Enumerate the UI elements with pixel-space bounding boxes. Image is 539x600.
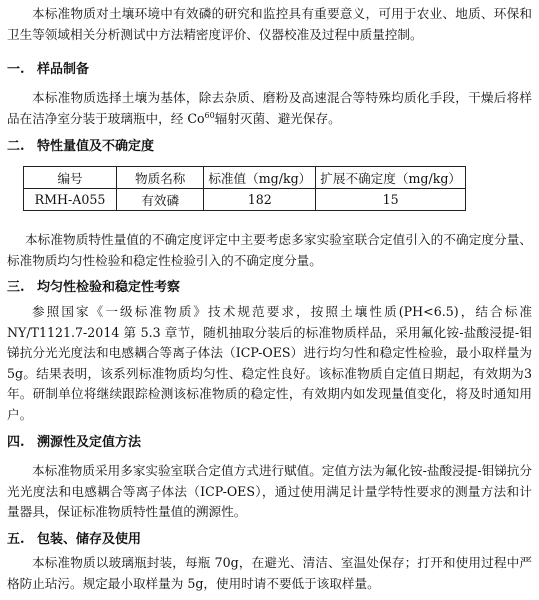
section-title: 特性量值及不确定度 [37,139,155,154]
section-number: 四. [7,435,25,450]
section-heading-packaging [7,531,141,549]
section-heading-preparation [7,61,89,79]
section-heading-homogeneity [7,279,180,297]
isotope-superscript: 60 [204,110,215,120]
section-title: 溯源性及定值方法 [37,435,142,450]
section-heading-values [7,138,154,156]
cell-uncertainty: 15 [316,189,466,211]
section-number: 三. [7,280,25,295]
section-title: 样品制备 [37,62,90,77]
uncertainty-paragraph: 本标准物质特性量值的不确定度评定中主要考虑多家实验室联合定值引入的不确定度分量、标准物质均匀性检验和稳定性检验引入的不确定度分量。 [7,232,532,268]
preparation-text: 本标准物质选择土壤为基体，除去杂质、磨粉及高速混合等特殊均质化手段，干燥后将样品在洁净室分装于玻璃瓶中，经 Co [7,90,532,126]
section-number: 二. [7,139,25,154]
preparation-text-end: 辐射灭菌、避光保存。 [214,110,341,126]
header-substance: 物质名称 [117,167,204,189]
homogeneity-paragraph: 参照国家《一级标准物质》技术规范要求，按照土壤性质(PH<6.5)，结合标准NY/T1121.7-2014 第 5.3 章节，随机抽取分装后的标准物质样品，采用氟化铵-盐酸浸提-钼锑抗分光光度法和电感耦合等离子体法（ICP-OES）进行均匀性和稳定性检验，最小取样量为5g。结果表明，该系列标准物质均匀性、稳定性良好。该标准物质自定值日期起，有效期为3 年。研制单位将继续跟踪检测该标准物质的稳定性，有效期内如发现量值变化，将及时通知用户。 [7,304,532,422]
packaging-paragraph: 本标准物质以玻璃瓶封装，每瓶 70g，在避光、清洁、室温处保存；打开和使用过程中严格防止玷污。规定最小取样量为 5g，使用时请不要低于该取样量。 [7,555,532,591]
preparation-paragraph [7,88,532,129]
cell-substance: 有效磷 [117,189,204,211]
table-row [24,189,466,211]
certified-value-table [23,166,466,211]
intro-paragraph: 本标准物质对土壤环境中有效磷的研究和监控具有重要意义，可用于农业、地质、环保和卫生等领域相关分析测试中方法精密度评价、仪器校准及过程中质量控制。 [7,6,532,42]
header-uncertainty: 扩展不确定度（mg/kg） [316,167,466,189]
table-header-row [24,167,466,189]
cell-standard-value: 182 [204,189,316,211]
cell-code: RMH-A055 [24,189,117,211]
section-title: 包装、储存及使用 [37,532,142,547]
section-title: 均匀性检验和稳定性考察 [37,280,181,295]
section-number: 一. [7,62,25,77]
section-number: 五. [7,532,25,547]
header-standard-value: 标准值（mg/kg） [204,167,316,189]
section-heading-traceability [7,434,141,452]
header-code: 编号 [24,167,117,189]
traceability-paragraph: 本标准物质采用多家实验室联合定值方式进行赋值。定值方法为氟化铵-盐酸浸提-钼锑抗分光光度法和电感耦合等离子体法（ICP-OES），通过使用满足计量学特性要求的测量方法和计量器具，保证标准物质特性量值的溯源性。 [7,463,532,519]
